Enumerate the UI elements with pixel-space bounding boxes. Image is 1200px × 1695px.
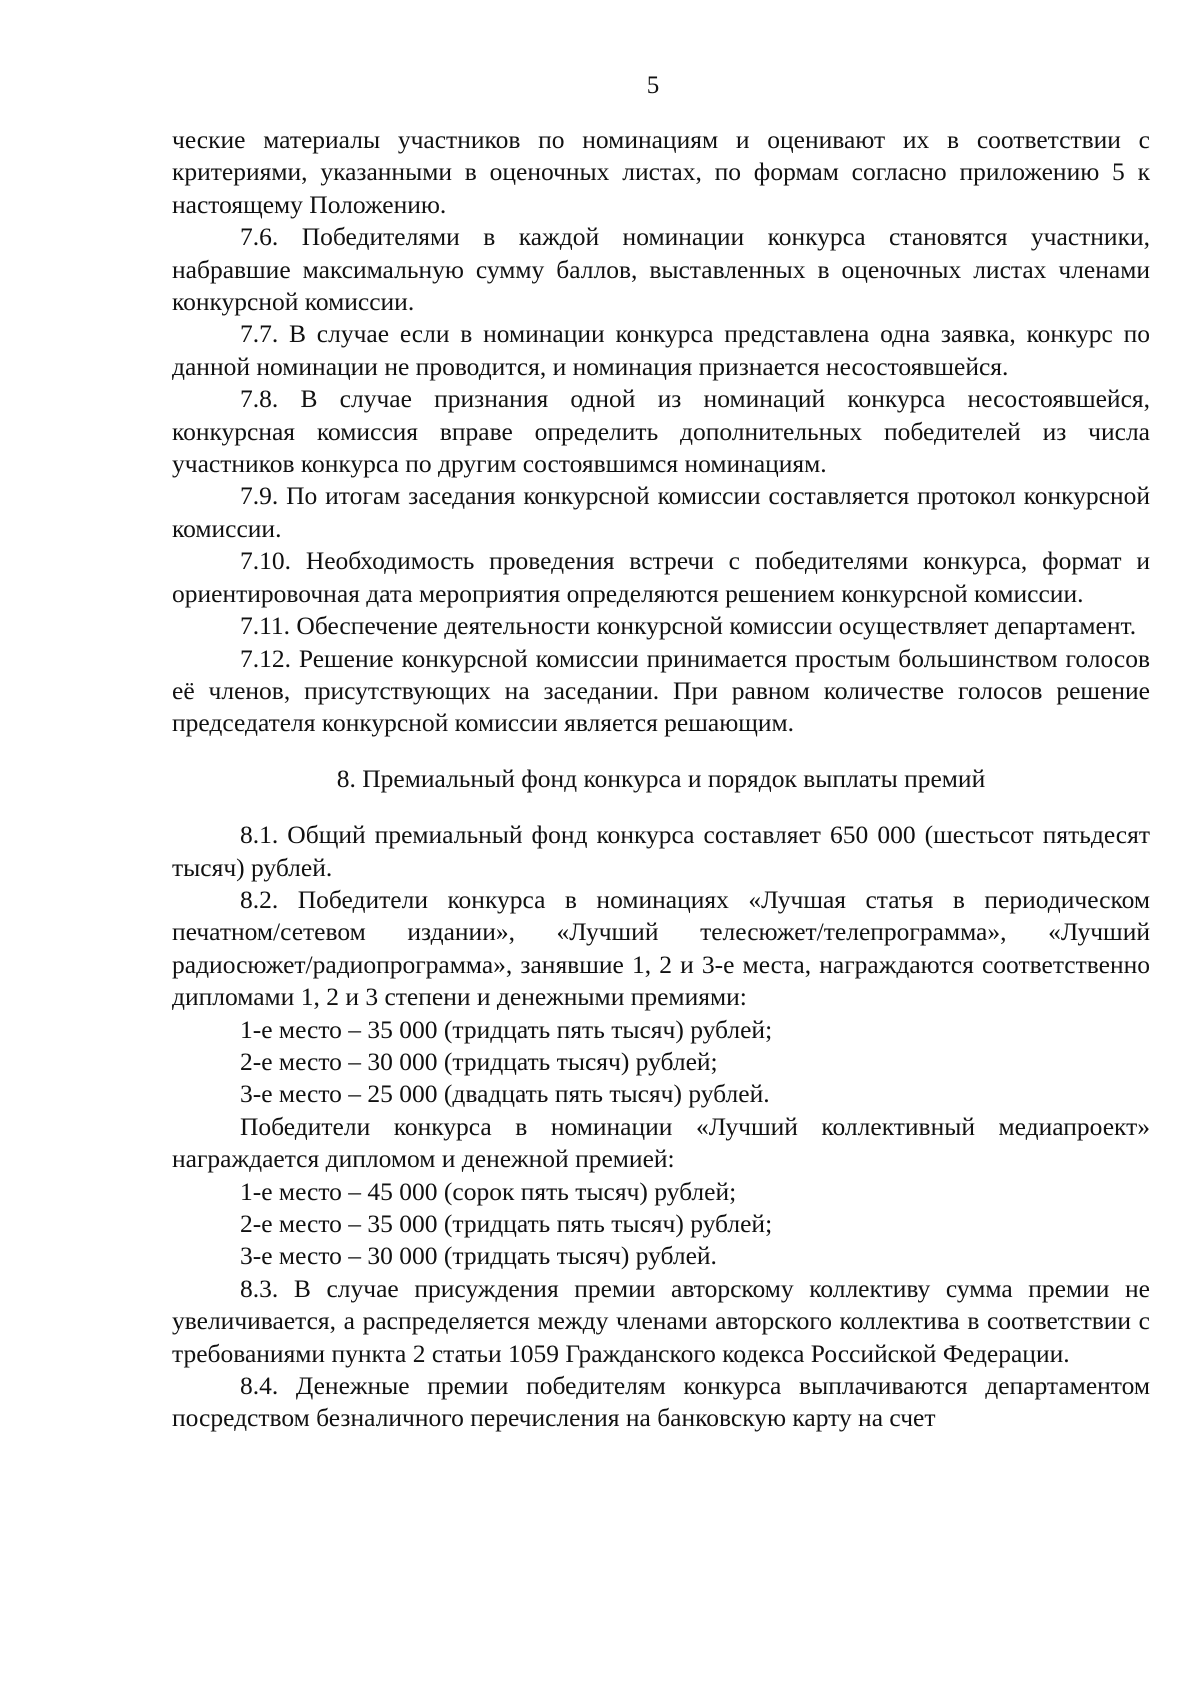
paragraph-continuation: ческие материалы участников по номинациям и оценивают их в соответствии с критериями, указанными в оценочных листах, по формам согласно приложению 5 к настоящему Положению. <box>172 125 1150 219</box>
paragraph-7-9: 7.9. По итогам заседания конкурсной комиссии составляется протокол конкурсной комиссии. <box>172 481 1150 543</box>
paragraph-8-3: 8.3. В случае присуждения премии авторскому коллективу сумма премии не увеличивается, а распределяется между членами авторского коллектива в соответствии с требованиями пункта 2 статьи 1059 Гражданского кодекса Российской Федерации. <box>172 1273 1150 1368</box>
paragraph-8-1: 8.1. Общий премиальный фонд конкурса составляет 650 000 (шестьсот пятьдесят тысяч) рублей. <box>172 820 1150 882</box>
document-body <box>172 124 1150 1435</box>
page-number: 5 <box>646 72 660 99</box>
section-heading-8: 8. Премиальный фонд конкурса и порядок выплаты премий <box>336 763 986 793</box>
prize-line: 1-е место – 45 000 (сорок пять тысяч) рублей; <box>240 1176 737 1206</box>
prize-line: 2-е место – 35 000 (тридцать пять тысяч) рублей; <box>240 1209 773 1238</box>
paragraph-7-11: 7.11. Обеспечение деятельности конкурсной комиссии осуществляет департамент. <box>240 611 1137 641</box>
paragraph-7-6: 7.6. Победителями в каждой номинации конкурса становятся участники, набравшие максимальную сумму баллов, выставленных в оценочных листах членами конкурсной комиссии. <box>172 222 1150 317</box>
prize-line: 2-е место – 30 000 (тридцать тысяч) рублей; <box>240 1046 718 1076</box>
paragraph-8-2: 8.2. Победители конкурса в номинациях «Лучшая статья в периодическом печатном/сетевом издании», «Лучший телесюжет/телепрограмма», «Лучший радиосюжет/радиопрограмма», занявшие 1, 2 и 3-е места, награждаются соответственно дипломами 1, 2 и 3 степени и денежными премиями: <box>172 884 1150 1012</box>
prize-line: 3-е место – 30 000 (тридцать тысяч) рублей. <box>240 1241 717 1271</box>
paragraph-8-4: 8.4. Денежные премии победителям конкурса выплачиваются департаментом посредством безналичного перечисления на банковскую карту на счет <box>172 1371 1150 1433</box>
paragraph-7-10: 7.10. Необходимость проведения встречи с победителями конкурса, формат и ориентировочная дата мероприятия определяются решением конкурсной комиссии. <box>172 546 1150 608</box>
prize-line: 3-е место – 25 000 (двадцать пять тысяч) рублей. <box>240 1079 770 1109</box>
paragraph-7-8: 7.8. В случае признания одной из номинаций конкурса несостоявшейся, конкурсная комиссия вправе определить дополнительных победителей из числа участников конкурса по другим состоявшимся номинациям. <box>172 384 1150 479</box>
prize-line: 1-е место – 35 000 (тридцать пять тысяч) рублей; <box>240 1014 773 1044</box>
paragraph-7-12: 7.12. Решение конкурсной комиссии принимается простым большинством голосов её членов, присутствующих на заседании. При равном количестве голосов решение председателя конкурсной комиссии является решающим. <box>172 643 1150 738</box>
paragraph-7-7: 7.7. В случае если в номинации конкурса представлена одна заявка, конкурс по данной номинации не проводится, и номинация признается несостоявшейся. <box>172 319 1150 381</box>
paragraph-collective-nomination: Победители конкурса в номинации «Лучший коллективный медиапроект» награждается дипломом и денежной премией: <box>172 1111 1150 1174</box>
